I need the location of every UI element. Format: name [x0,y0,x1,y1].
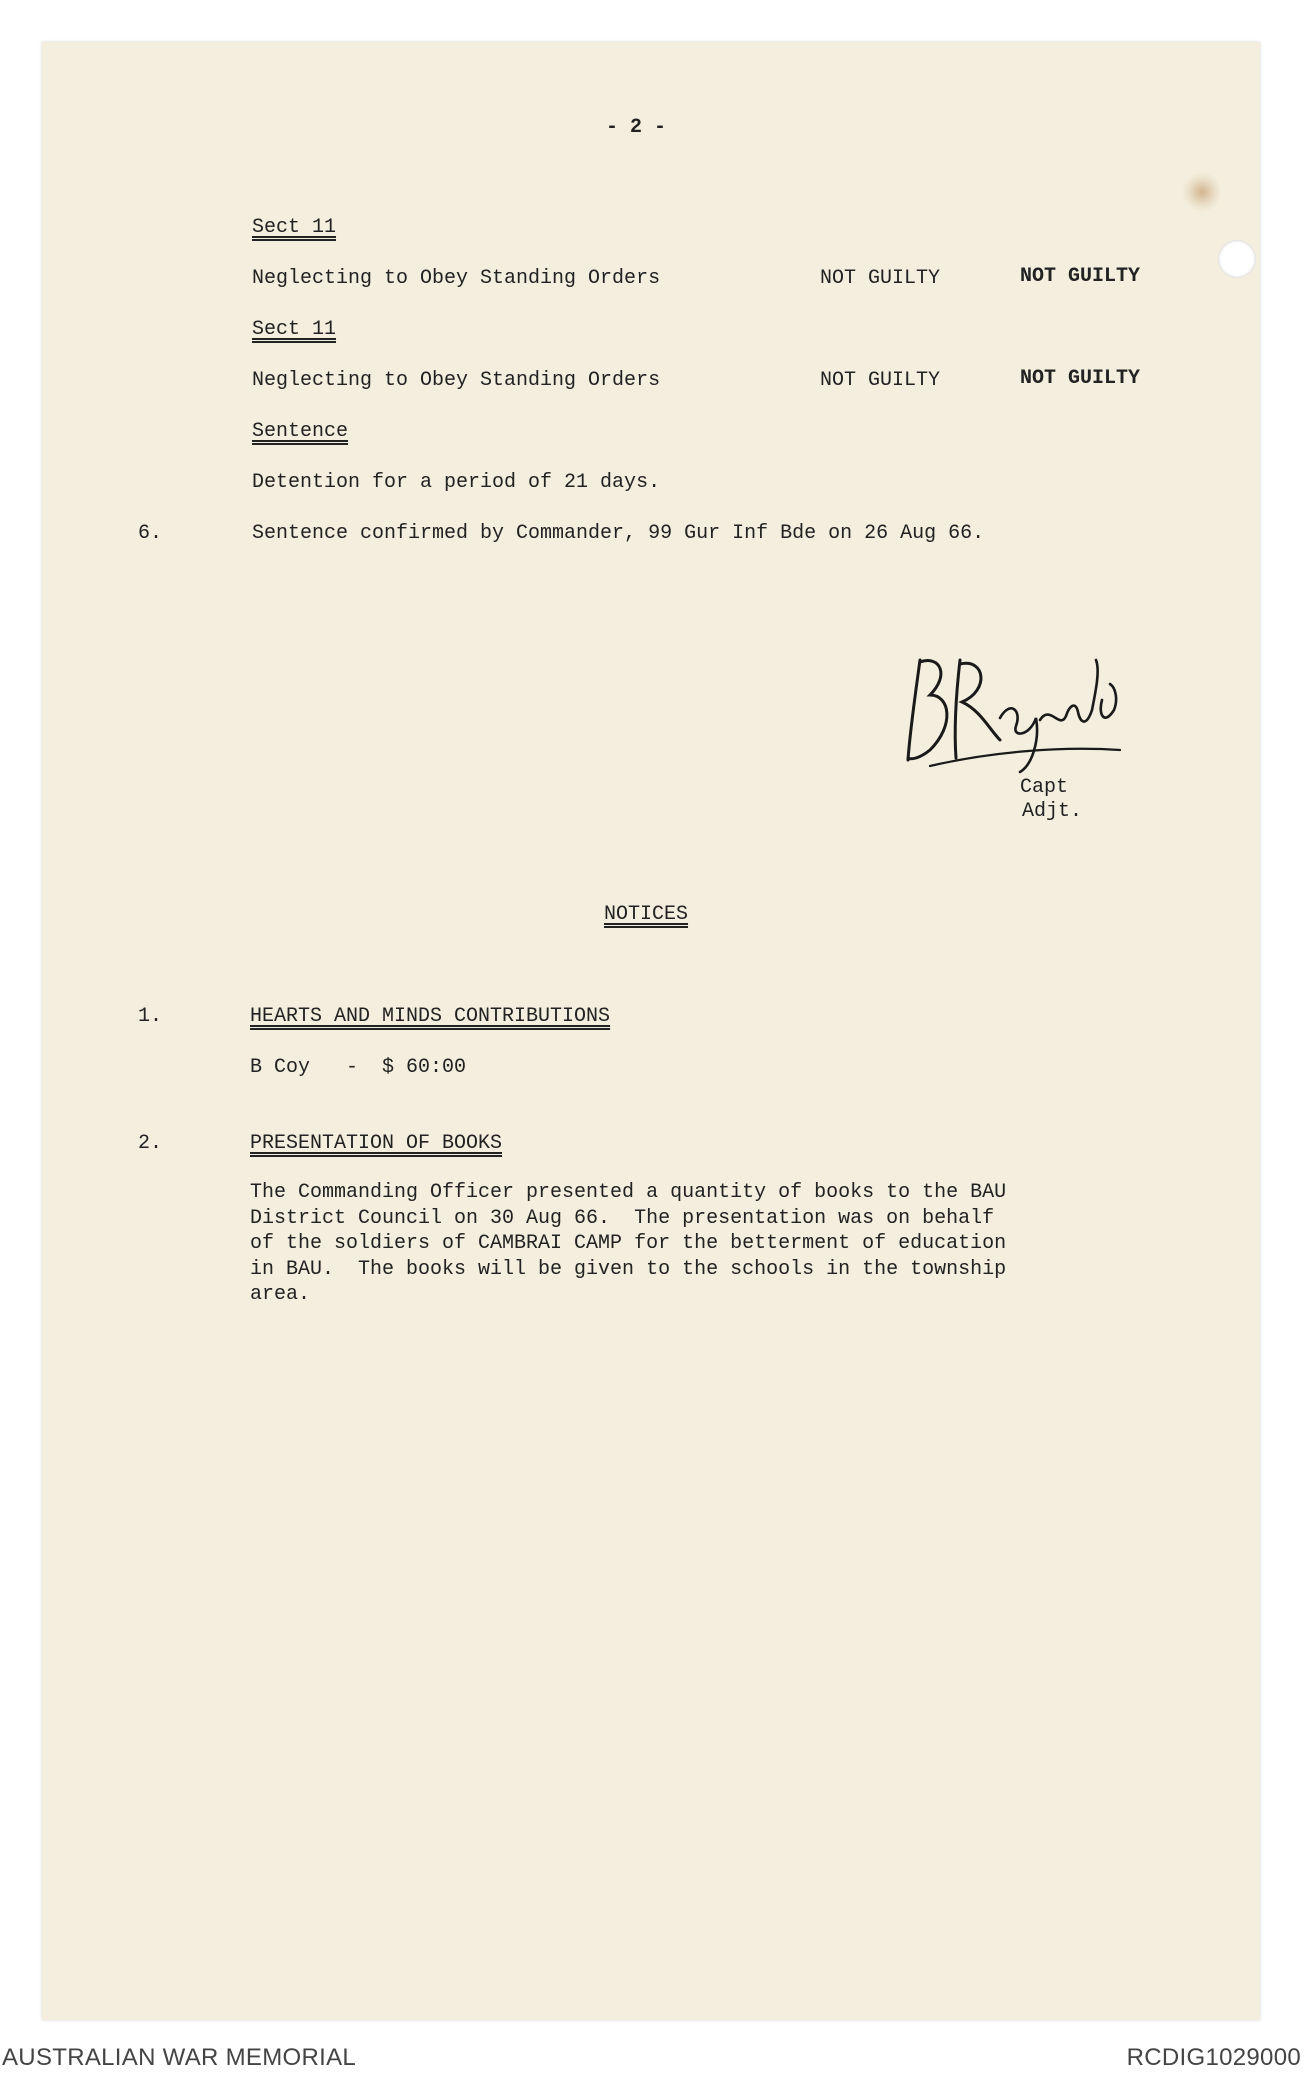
signatory-rank: Capt [1020,776,1069,799]
notice2-line: of the soldiers of CAMBRAI CAMP for the betterment of education [250,1232,1007,1255]
item2-heading: Sect 11 [252,318,337,341]
signatory-appointment: Adjt. [1022,800,1083,823]
punch-hole [1218,240,1256,278]
notice2-line: District Council on 30 Aug 66. The presentation was on behalf [250,1206,995,1230]
item1-finding: NOT GUILTY [1020,265,1141,288]
rust-stain [1182,172,1222,212]
page-number: - 2 - [606,116,667,139]
notice2-number: 2. [138,1132,163,1155]
notice2-line: The Commanding Officer presented a quantity of books to the BAU [250,1181,1007,1204]
item2-charge: Neglecting to Obey Standing Orders [252,369,661,392]
handwritten-signature [890,640,1130,780]
para6-text: Sentence confirmed by Commander, 99 Gur Inf Bde on 26 Aug 66. [252,522,985,545]
notice2-line: in BAU. The books will be given to the schools in the township [250,1257,1007,1281]
notice1-text: B Coy - $ 60:00 [250,1056,467,1079]
sentence-text: Detention for a period of 21 days. [252,471,661,494]
notice1-number: 1. [138,1005,163,1028]
item1-heading: Sect 11 [252,216,337,239]
item2-finding: NOT GUILTY [1020,367,1141,390]
item1-plea: NOT GUILTY [820,267,941,290]
para6-number: 6. [138,522,163,545]
document-page [42,42,1260,2020]
footer-record-id: RCDIG1029000 [1126,2044,1301,2071]
item2-plea: NOT GUILTY [820,369,941,392]
notice1-heading: HEARTS AND MINDS CONTRIBUTIONS [250,1005,611,1028]
notice2-paragraph [250,1180,1070,1308]
notices-heading: NOTICES [604,903,689,926]
sentence-heading: Sentence [252,420,349,443]
notice2-heading: PRESENTATION OF BOOKS [250,1132,503,1155]
notice2-line: area. [250,1283,311,1306]
footer-institution: AUSTRALIAN WAR MEMORIAL [2,2044,357,2071]
item1-charge: Neglecting to Obey Standing Orders [252,267,661,290]
